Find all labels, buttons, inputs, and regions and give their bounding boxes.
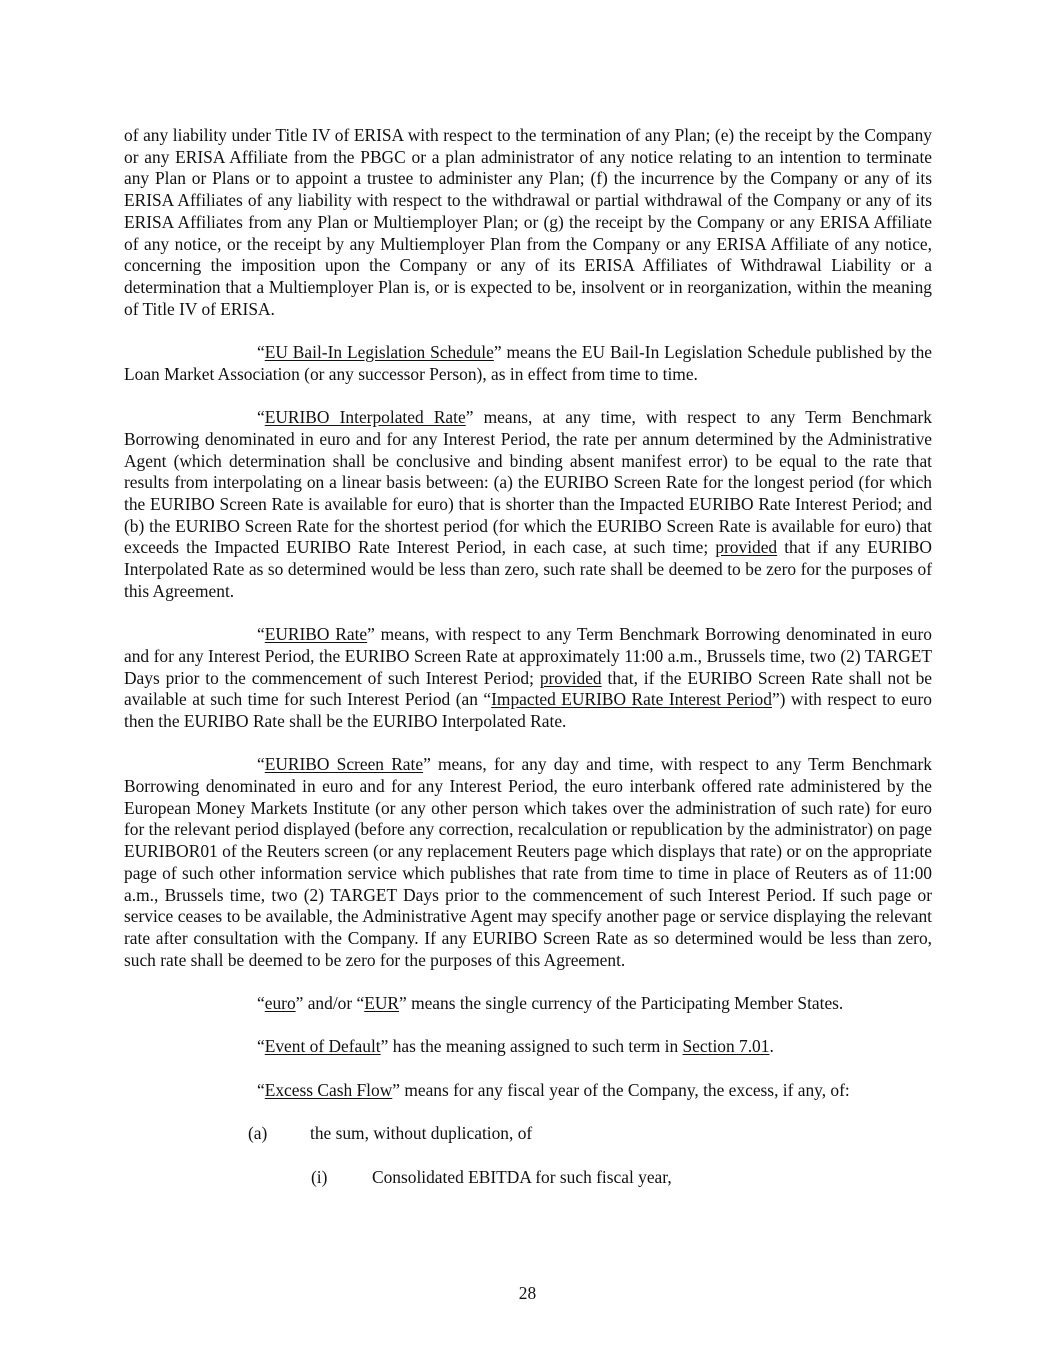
definition-euribo-screen-rate: “EURIBO Screen Rate” means, for any day and time, with respect to any Term Benchmark Borrowing denominated in euro and for any Interest Period, the euro interbank offered rate administered by the European Money Markets Institute (or any other person which takes over the administration of such rate) for euro for the relevant period displayed (before any correction, recalculation or republication by the administrator) on page EURIBOR01 of the Reuters screen (or any replacement Reuters page which displays that rate) or on the appropriate page of such other information service which publishes that rate from time to time in place of Reuters as of 11:00 a.m., Brussels time, two (2) TARGET Days prior to the commencement of such Interest Period. If such page or service ceases to be available, the Administrative Agent may specify another page or service displaying the relevant rate after consultation with the Company. If any EURIBO Screen Rate as so determined would be less than zero, such rate shall be deemed to be zero for the purposes of this Agreement.	[124, 754, 932, 970]
defined-term-excess-cash-flow: Excess Cash Flow	[264, 1079, 393, 1100]
definition-event-of-default: “Event of Default” has the meaning assigned to such term in Section 7.01.	[257, 1036, 774, 1057]
page-number: 28	[518, 1283, 537, 1303]
list-item-a: (a) the sum, without duplication, of	[248, 1123, 533, 1144]
defined-term-euribo-interpolated-rate: EURIBO Interpolated Rate	[264, 407, 466, 428]
definition-euro: “euro” and/or “EUR” means the single currency of the Participating Member States.	[257, 993, 844, 1014]
document-page	[124, 125, 932, 1188]
list-label-i: (i)	[311, 1166, 328, 1187]
defined-term-euribo-screen-rate: EURIBO Screen Rate	[264, 754, 424, 775]
list-item-i: (i) Consolidated EBITDA for such fiscal year,	[311, 1166, 672, 1187]
defined-term-eur: EUR	[364, 993, 399, 1014]
list-label-a: (a)	[248, 1123, 268, 1144]
definition-excess-cash-flow: “Excess Cash Flow” means for any fiscal year of the Company, the excess, if any, of:	[257, 1079, 850, 1100]
defined-term-euribo-rate: EURIBO Rate	[264, 624, 368, 645]
erisa-event-continuation: of any liability under Title IV of ERISA with respect to the termination of any Plan; (e) the receipt by the Company or any ERISA Affiliate from the PBGC or a plan administrator of any notice relating to an intention to terminate any Plan or Plans or to appoint a trustee to administer any Plan; (f) the incurrence by the Company or any of its ERISA Affiliates of any liability with respect to the withdrawal or partial withdrawal of the Company or any of its ERISA Affiliates from any Plan or Multiemployer Plan; or (g) the receipt by the Company or any ERISA Affiliate of any notice, or the receipt by any Multiemployer Plan from the Company or any ERISA Affiliate of any notice, concerning the imposition upon the Company or any of its ERISA Affiliates of Withdrawal Liability or a determination that a Multiemployer Plan is, or is expected to be, insolvent or in reorganization, within the meaning of Title IV of ERISA.	[124, 125, 932, 319]
defined-term-impacted-euribo-rate-interest-period: Impacted EURIBO Rate Interest Period	[491, 689, 772, 710]
definition-euribo-rate: “EURIBO Rate” means, with respect to any Term Benchmark Borrowing denominated in euro and for any Interest Period, the EURIBO Screen Rate at approximately 11:00 a.m., Brussels time, two (2) TARGET Days prior to the commencement of such Interest Period; provided that, if the EURIBO Screen Rate shall not be available at such time for such Interest Period (an “Impacted EURIBO Rate Interest Period”) with respect to euro then the EURIBO Rate shall be the EURIBO Interpolated Rate.	[124, 624, 932, 731]
defined-term-euro: euro	[264, 993, 296, 1014]
definition-euribo-interpolated-rate: “EURIBO Interpolated Rate” means, at any time, with respect to any Term Benchmark Borrowing denominated in euro and for any Interest Period, the rate per annum determined by the Administrative Agent (which determination shall be conclusive and binding absent manifest error) to be equal to the rate that results from interpolating on a linear basis between: (a) the EURIBO Screen Rate for the longest period (for which the EURIBO Screen Rate is available for euro) that is shorter than the Impacted EURIBO Rate Interest Period; and (b) the EURIBO Screen Rate for the shortest period (for which the EURIBO Screen Rate is available for euro) that exceeds the Impacted EURIBO Rate Interest Period, in each case, at such time; provided that if any EURIBO Interpolated Rate as so determined would be less than zero, such rate shall be deemed to be zero for the purposes of this Agreement.	[124, 407, 933, 601]
defined-term-eu-bail-in: EU Bail-In Legislation Schedule	[264, 342, 494, 363]
provided-term: provided	[539, 667, 602, 688]
section-reference: Section 7.01	[682, 1036, 770, 1057]
definition-eu-bail-in: “EU Bail-In Legislation Schedule” means the EU Bail-In Legislation Schedule published by the Loan Market Association (or any successor Person), as in effect from time to time.	[124, 342, 932, 384]
provided-term: provided	[715, 537, 778, 558]
defined-term-event-of-default: Event of Default	[264, 1036, 381, 1057]
